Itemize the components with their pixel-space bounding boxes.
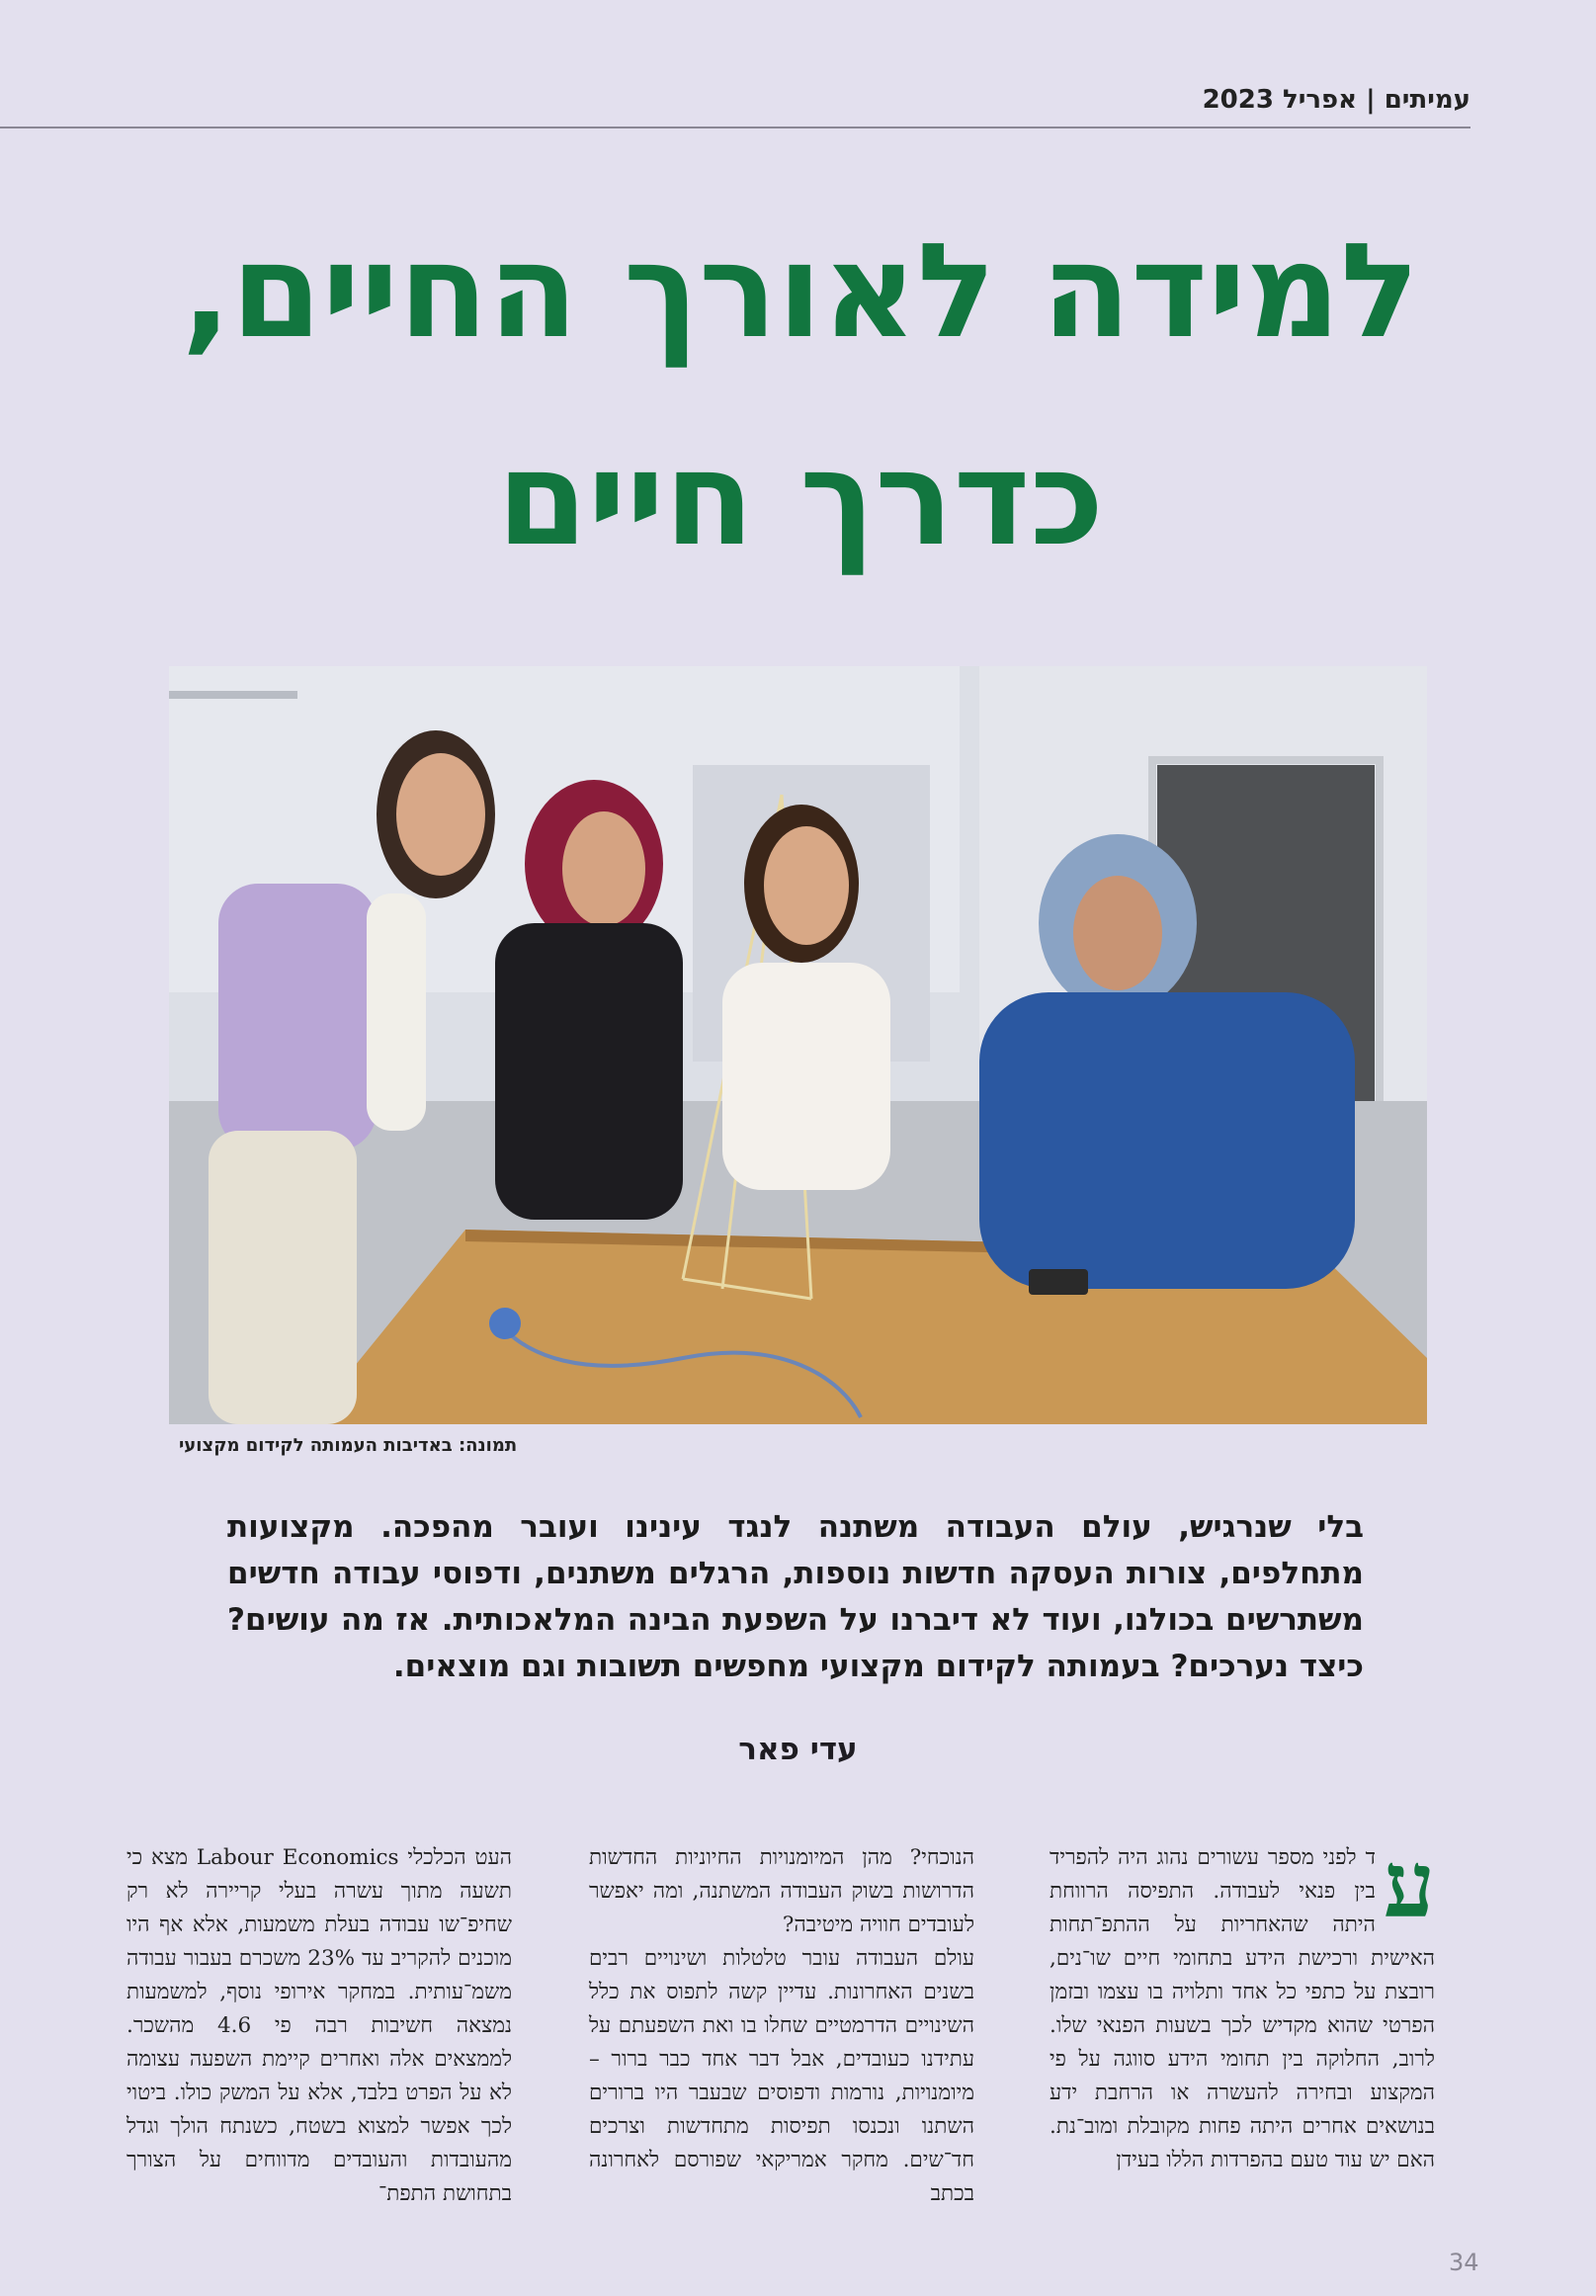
article-title (119, 188, 1482, 603)
group-photo-illustration (169, 666, 1427, 1424)
article-title-line-1: למידה לאורך החיים, (181, 215, 1420, 368)
body-column-2 (589, 1841, 974, 2206)
body-paragraph: ד לפני מספר עשורים נהוג היה להפריד בין פנאי לעבודה. התפיסה הרווחת היתה שהאחריות על ההתפ־תחות האישית ורכישת הידע בתחומי חיים שו־נים, רובצת על כתפי כל אחד ותלויה בו עצמו ובזמן הפרטי שהוא מקדיש לכך בשעות הפנאי שלו. לרוב, החלוקה בין תחומי הידע סווגה על פי המקצוע ובחירה להעשרה או הרחבת ידע בנושאים אחרים היתה פחות מקובלת ומוב־נת. האם יש עוד טעם בהפרדות הללו בעידן (1050, 1845, 1435, 2172)
body-paragraph: העט הכלכלי Labour Economics מצא כי תשעה מתוך עשרה בעלי קריירה לא רק שחיפ־שו עבודה בעלת משמעות, אלא אף היו מוכנים להקריב עד 23% משכרם בעבור עבודה משמ־עותית. במחקר אירופי נוסף, למשמעות נמצאה חשיבות רבה פי 4.6 מהשכר. לממצאים אלה ואחרים קיימת השפעה עצומה לא על הפרט בלבד, אלא על המשק כולו. ביטוי לכך אפשר למצוא בשטח, כשנתח הולך וגדל מהעובדות והעובדים מדווחים על הצורך בתחושת התפת־ (126, 1845, 512, 2206)
body-paragraph: עולם העבודה עובר טלטלות ושינויים רבים בשנים האחרונות. עדיין קשה לתפוס את כלל השינויים הדרמטיים שחלו בו ואת השפעתם על עתידנו כעובדים, אבל דבר אחד כבר ברור – מיומנויות, נורמות ודפוסים שבעבר היו ברורים השתנו ונכנסו תפיסות מתחדשות וצרכים חד־שים. מחקר אמריקאי שפורסם לאחרונה בכתב (589, 1946, 974, 2206)
body-column-3 (126, 1841, 512, 2206)
article-photo (169, 666, 1427, 1424)
drop-cap: ע (1383, 1831, 1435, 1938)
running-header (0, 85, 1470, 128)
page-number: 34 (1449, 2249, 1479, 2276)
photo-caption: תמונה: באדיבות העמותה לקידום מקצועי (179, 1435, 518, 1456)
author-byline: עדי פאר (738, 1732, 858, 1767)
body-column-1 (1050, 1831, 1435, 2182)
lead-paragraph: בלי שנרגיש, עולם העבודה משתנה לנגד עינינו ועובר מהפכה. מקצועות מתחלפים, צורות העסקה חדשות נוספות, הרגלים משתנים, ודפוסי עבודה חדשים משתרשים בכולנו, ועוד לא דיברנו על השפעת הבינה המלאכותית. אז מה עושים? כיצד נערכים? בעמותה לקידום מקצועי מחפשים תשובות וגם מוצאים. (227, 1509, 1364, 1684)
section-label: עמיתים | אפריל 2023 (1202, 85, 1470, 115)
body-paragraph: הנוכחי? מהן המיומנויות החיוניות החדשות הדרושות בשוק העבודה המשתנה, ומה יאפשר לעובדים חוויה מיטיבה? (589, 1845, 974, 1937)
article-title-line-2: כדרך חיים (496, 423, 1105, 575)
